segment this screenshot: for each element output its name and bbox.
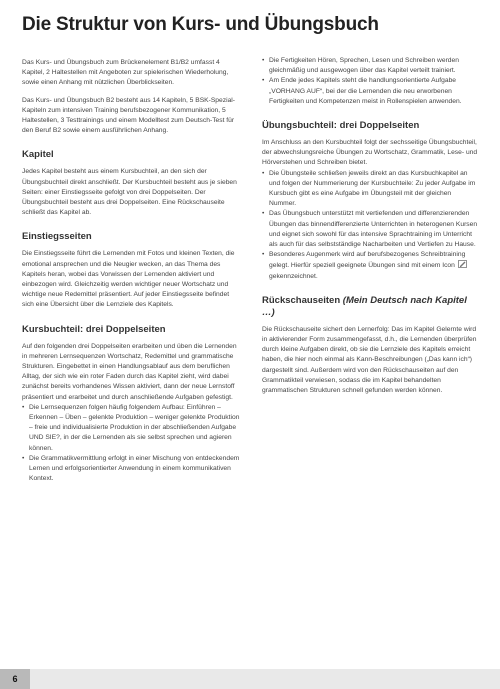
rueckschau-heading-suffix: (Mein Deutsch nach Kapitel …) bbox=[262, 294, 467, 318]
kursbuch-heading: Kursbuchteil: drei Doppelseiten bbox=[22, 323, 166, 335]
kapitel-text: Jedes Kapitel besteht aus einem Kursbuchteil, an den sich der Übungsbuchteil direkt anschließt. Der Kursbuchteil besteht aus je sieben Seiten: einer Einstiegsseite gefolgt von drei Doppelseiten. Der Übungsbuchteil besteht aus drei Doppelseiten. Eine Rückschauseite schließt das Kapitel ab. bbox=[22, 168, 237, 217]
right-column bbox=[262, 56, 480, 403]
pencil-icon bbox=[458, 260, 467, 268]
list-item: • Das Übungsbuch unterstützt mit vertiefenden und differenzierenden Übungen das binnendifferenzierte Unterrichten in heterogenen Kursen und eignet sich sowohl für das intensive Sprachtraining im Unterricht als auch für das selbstständige Nacharbeiten und Vertiefen zu Hause. bbox=[262, 209, 480, 250]
kursbuch-text: Auf den folgenden drei Doppelseiten erarbeiten und üben die Lernenden in mehreren Lernsequenzen Wortschatz, Redemittel und grammatische Strukturen. Eingebettet in einen Handlungsablauf aus dem beruflichen Alltag, der sich wie ein roter Faden durch das Kapitel zieht, wird dabei zunächst bereits vorhandenes Wissen aktiviert, dann der neue Lernstoff präsentiert und erarbeitet und durch anschließende Aufgaben gefestigt. bbox=[22, 342, 237, 401]
einstieg-text: Die Einstiegsseite führt die Lernenden mit Fotos und kleinen Texten, die emotional ansprechen und die Neugier wecken, an das Thema des Kapitels heran, wobei das Vorwissen der Lernenden aktiviert und einbezogen wird. Gleichzeitig werden wichtiger neuer Wortschatz und wichtige neue Redemittel präsentiert. Auf jeder Einstiegsseite befindet sich eine Übersicht über die Lernziele des Kapitels. bbox=[22, 250, 235, 309]
list-item: • Am Ende jedes Kapitels steht die handlungsorientierte Aufgabe „VORHANG AUF“, bei der die Lernenden die neu erworbenen Fertigkeiten und Kompetenzen meist in Rollenspielen anwenden. bbox=[262, 76, 480, 107]
list-item: • Die Grammatikvermittlung erfolgt in einer Mischung von entdeckendem Lernen und erfolgsorientierter Anwendung in einem kommunikativen Kontext. bbox=[22, 454, 240, 485]
intro-paragraph-2: Das Kurs- und Übungsbuch B2 besteht aus 14 Kapiteln, 5 BSK-Spezial-Kapiteln zum intensiven Training berufsbezogener Kommunikation, 5 Haltestellen, 3 Testtrainings und einem Modelltest zum Deutsch-Test für den Beruf B2 sowie einem ausführlichen Anhang. bbox=[22, 96, 236, 135]
einstieg-heading: Einstiegsseiten bbox=[22, 231, 92, 243]
rueckschau-heading-main: Rückschauseiten bbox=[262, 294, 341, 306]
kursbuch-list-continued bbox=[262, 56, 480, 107]
kursbuch-list bbox=[22, 403, 240, 485]
uebungsbuch-heading: Übungsbuchteil: drei Doppelseiten bbox=[262, 120, 420, 132]
page-number: 6 bbox=[0, 669, 30, 689]
uebungsbuch-text: Im Anschluss an den Kursbuchteil folgt der sechsseitige Übungsbuchteil, der abwechslungsreiche Übungen zu Wortschatz, Grammatik, Lese- und Hörverstehen und Schreiben bietet. bbox=[262, 139, 478, 167]
list-item bbox=[262, 250, 480, 282]
list-item: • Die Lernsequenzen folgen häufig folgendem Aufbau: Einführen – Erkennen – Üben – gelenkte Produktion – weniger gelenkte Produktion – freie und individualisierte Produktion in der abschließenden Aufgabe UND SIE?, in der die Lernenden als sie selbst sprechen und agieren können. bbox=[22, 403, 240, 454]
footer-bar bbox=[0, 669, 500, 689]
intro-paragraph-1: Das Kurs- und Übungsbuch zum Brückenelement B1/B2 umfasst 4 Kapitel, 2 Haltestellen mit Angeboten zur spielerischen Wiederholung, sowie einen Anhang mit nützlichen Überblickseiten. bbox=[22, 59, 229, 87]
list-item-text: Besonderes Augenmerk wird auf berufsbezogenes Schreibtraining gelegt. Hierfür speziell geeignete Übungen sind mit einem Icon bbox=[269, 251, 466, 270]
uebungsbuch-list bbox=[262, 169, 480, 282]
page-title: Die Struktur von Kurs- und Übungsbuch bbox=[22, 14, 379, 35]
kapitel-heading: Kapitel bbox=[22, 149, 54, 161]
list-item: • Die Fertigkeiten Hören, Sprechen, Lesen und Schreiben werden gleichmäßig und ausgewogen über das Kapitel verteilt trainiert. bbox=[262, 56, 480, 76]
rueckschau-heading bbox=[262, 295, 480, 319]
left-column bbox=[22, 58, 240, 492]
rueckschau-text: Die Rückschauseite sichert den Lernerfolg: Das im Kapitel Gelernte wird in aktivierender Form zusammengefasst, d.h., die Lernenden überprüfen durch kleine Aufgaben direkt, ob sie die Lernziele des Kapitels erreicht haben, die hier noch einmal als Kann-Beschreibungen („Das kann ich“) dargestellt sind. Außerdem wird von den Rückschauseiten auf den Grammatikteil verwiesen, sodass die im Kapitel behandelten grammatischen Strukturen schnell gefunden werden können. bbox=[262, 325, 477, 395]
list-item-text-end: gekennzeichnet. bbox=[269, 272, 318, 280]
list-item: • Die Übungsteile schließen jeweils direkt an das Kursbuchkapitel an und folgen der Nummerierung der Kursbuchteile: Zu jeder Aufgabe im Kursbuch gibt es eine Aufgabe im Übungsteil mit der gleichen Nummer. bbox=[262, 169, 480, 210]
